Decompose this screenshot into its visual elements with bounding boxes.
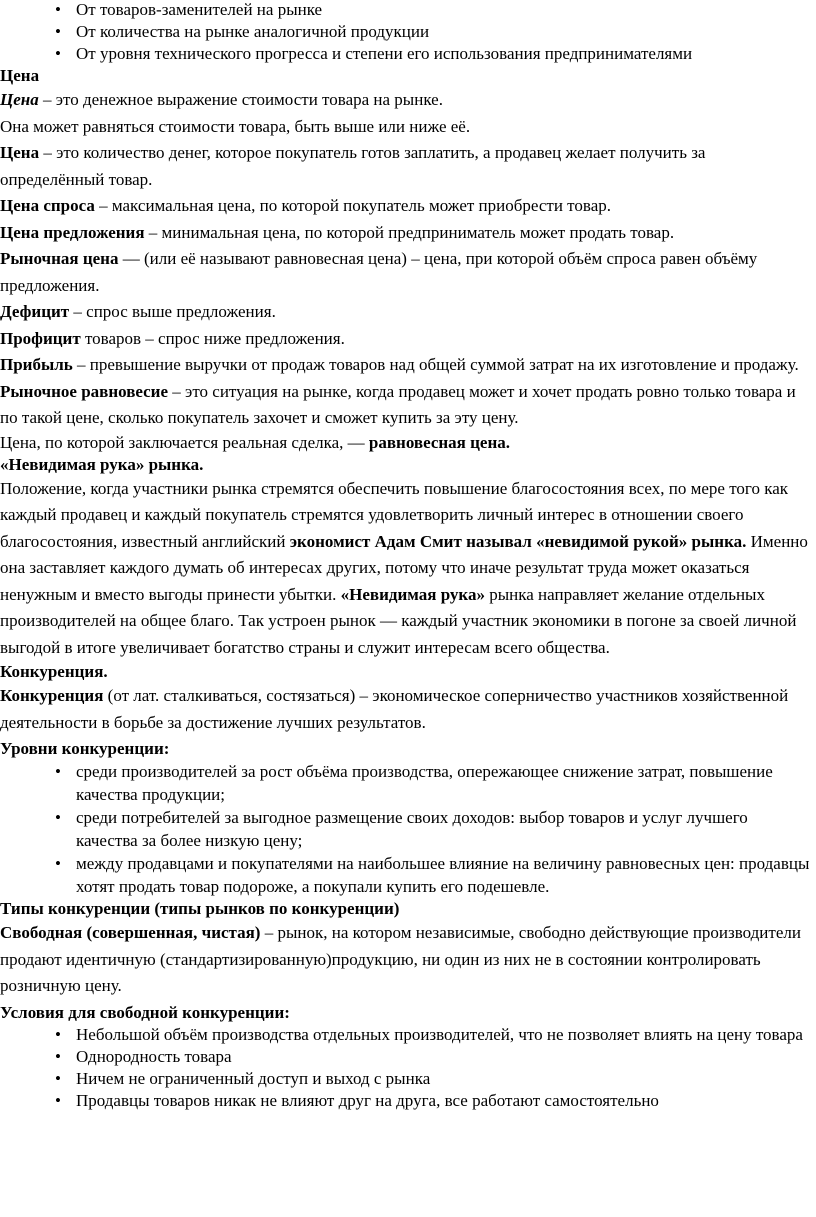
paragraph-surplus: Профицит товаров – спрос ниже предложения.: [0, 328, 345, 348]
paragraph-free-competition: Свободная (совершенная, чистая) – рынок, на котором независимые, свободно действующие производители продают идентичную (стандартизированную)продукцию, ни один из них не в состоянии контролировать розничную цену.: [0, 923, 801, 995]
list-item: • Небольшой объём производства отдельных производителей, что не позволяет влиять на цену товара: [0, 1024, 810, 1046]
paragraph-profit: Прибыль – превышение выручки от продаж товаров над общей суммой затрат на их изготовление и продажу.: [0, 355, 799, 374]
list-item: • От количества на рынке аналогичной продукции: [0, 21, 810, 43]
heading-price: Цена: [0, 66, 40, 85]
list-item: • Продавцы товаров никак не влияют друг на друга, все работают самостоятельно: [0, 1090, 810, 1112]
heading-competition: Конкуренция.: [0, 662, 108, 681]
paragraph-equilibrium: Рыночное равновесие – это ситуация на рынке, когда продавец может и хочет продать ровно только товара и по такой цене, сколько покупатель захочет и сможет купить за эту цену.: [0, 381, 796, 427]
paragraph-demand-price: Цена спроса – максимальная цена, по которой покупатель может приобрести товар.: [0, 196, 611, 215]
list-item: • среди потребителей за выгодное размещение своих доходов: выбор товаров и услуг лучшего качества за более низкую цену;: [0, 806, 810, 852]
paragraph-invisible-hand: Положение, когда участники рынка стремятся обеспечить повышение благосостояния всех, по мере того как каждый продавец и каждый покупатель стремятся удовлетворить личный интерес в отношении своего благосостояния, известный английский экономист Адам Смит называл «невидимой рукой» рынка. Именно она заставляет каждого думать об интересах других, потому что иначе результат труда может оказаться ненужным и вместо выгоды принести убытки. «Невидимая рука» рынка направляет желание отдельных производителей на общее благо. Так устроен рынок — каждый участник экономики в погоне за своей личной выгодой в итоге увеличивает богатство страны и служит интересам всего общества.: [0, 478, 808, 657]
paragraph-supply-price: Цена предложения – минимальная цена, по которой предприниматель может продать товар.: [0, 222, 675, 242]
paragraph-deficit: Дефицит – спрос выше предложения.: [0, 302, 276, 321]
paragraph-equilibrium-price: Цена, по которой заключается реальная сделка, — равновесная цена.: [0, 432, 511, 452]
list-item: • Однородность товара: [0, 1046, 810, 1068]
list-item: • среди производителей за рост объёма производства, опережающее снижение затрат, повышение качества продукции;: [0, 760, 810, 806]
list-item: • между продавцами и покупателями на наибольшее влияние на величину равновесных цен: продавцы хотят продать товар подороже, а покупали купить его подешевле.: [0, 852, 810, 898]
competition-levels-list: [0, 760, 810, 898]
paragraph-price-value: Она может равняться стоимости товара, быть выше или ниже её.: [0, 116, 471, 136]
heading-invisible-hand: «Невидимая рука» рынка.: [0, 454, 204, 474]
heading-free-competition-conditions: Условия для свободной конкуренции:: [0, 1002, 290, 1022]
factor-list: [0, 0, 810, 65]
paragraph-price-definition: Цена – это денежное выражение стоимости товара на рынке.: [0, 90, 443, 109]
list-item: • От уровня технического прогресса и степени его использования предпринимателями: [0, 43, 810, 65]
paragraph-price-money: Цена – это количество денег, которое покупатель готов заплатить, а продавец желает получить за определённый товар.: [0, 143, 706, 189]
list-item: • Ничем не ограниченный доступ и выход с рынка: [0, 1068, 810, 1090]
paragraph-competition-definition: Конкуренция (от лат. сталкиваться, состязаться) – экономическое соперничество участников хозяйственной деятельности в борьбе за достижение лучших результатов.: [0, 686, 789, 732]
conditions-list: [0, 1024, 810, 1112]
list-item: • От товаров-заменителей на рынке: [0, 0, 810, 21]
heading-competition-types: Типы конкуренции (типы рынков по конкуренции): [0, 899, 400, 918]
paragraph-market-price: Рыночная цена — (или её называют равновесная цена) – цена, при которой объём спроса равен объёму предложения.: [0, 249, 758, 295]
heading-competition-levels: Уровни конкуренции:: [0, 739, 170, 758]
